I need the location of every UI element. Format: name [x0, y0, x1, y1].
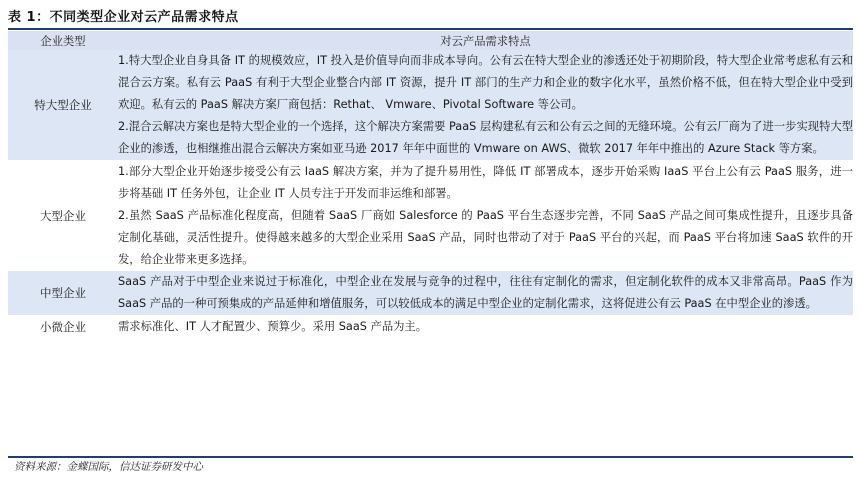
- enterprise-type-cell: 小微企业: [8, 316, 118, 339]
- demand-cell: [118, 271, 853, 316]
- table-row: [8, 161, 853, 272]
- demand-paragraph: 1.部分大型企业开始逐步接受公有云 IaaS 解决方案，并为了提升易用性，降低 IT 部署成本，逐步开始采购 IaaS 平台上公有云 PaaS 服务，进一步将基础 IT 任务外包，让企业 IT 人员专注于开发而非运维和部署。: [118, 165, 853, 200]
- table-header-row: [8, 31, 853, 50]
- demand-paragraph: 1.特大型企业自身具备 IT 的规模效应，IT 投入是价值导向而非成本导向。公有云在特大型企业的渗透还处于初期阶段，特大型企业常考虑私有云和混合云方案。私有云 PaaS 有利于大型企业整合内部 IT 资源，提升 IT 部门的生产力和企业的数字化水平，虽然价格不低，但在特大型企业中受到欢迎。私有云的 PaaS 解决方案厂商包括：Rethat、 Vmware、Pivotal Software 等公司。: [118, 54, 853, 111]
- enterprise-type-cell: 中型企业: [8, 271, 118, 316]
- demand-paragraph: 需求标准化、IT 人才配置少、预算少。采用 SaaS 产品为主。: [118, 320, 428, 333]
- table-caption: 表 1：不同类型企业对云产品需求特点: [8, 10, 239, 25]
- enterprise-type-cell: 大型企业: [8, 161, 118, 272]
- demand-paragraph: 2.虽然 SaaS 产品标准化程度高，但随着 SaaS 厂商如 Salesforce 的 PaaS 平台生态逐步完善，不同 SaaS 产品之间可集成性提升，且逐步具备定制化基础，灵活性提升。使得越来越多的大型企业采用 SaaS 产品，同时也带动了对于 PaaS 平台的兴起，而 PaaS 平台将加速 SaaS 软件的开发，给企业带来更多选择。: [118, 209, 853, 266]
- bottom-rule: [8, 456, 853, 458]
- table-row: [8, 316, 853, 339]
- header-demand-features: 对云产品需求特点: [118, 31, 853, 50]
- demand-paragraph: SaaS 产品对于中型企业来说过于标准化，中型企业在发展与竞争的过程中，往往有定制化的需求，但定制化软件的成本又非常高昂。PaaS 作为 SaaS 产品的一种可预集成的产品延伸和增值服务，可以较低成本的满足中型企业的定制化需求，这将促进公有云 PaaS 在中型企业的渗透。: [118, 275, 853, 310]
- caption-rule: [8, 28, 853, 30]
- header-enterprise-type: 企业类型: [8, 31, 118, 50]
- demand-cell: [118, 161, 853, 272]
- enterprise-type-cell: 特大型企业: [8, 50, 118, 161]
- table-row: [8, 271, 853, 316]
- demand-cell: [118, 50, 853, 161]
- source-note: 资料来源：金蝶国际，信达证券研发中心: [14, 461, 203, 473]
- demand-table: [8, 31, 853, 338]
- demand-paragraph: 2.混合云解决方案也是特大型企业的一个选择，这个解决方案需要 PaaS 层构建私有云和公有云之间的无缝环境。公有云厂商为了进一步实现特大型企业的渗透，也相继推出混合云解决方案如亚马逊 2017 年年中面世的 Vmware on AWS、微软 2017 年年中推出的 Azure Stack 等方案。: [118, 120, 853, 155]
- demand-cell: [118, 316, 853, 339]
- table-row: [8, 50, 853, 161]
